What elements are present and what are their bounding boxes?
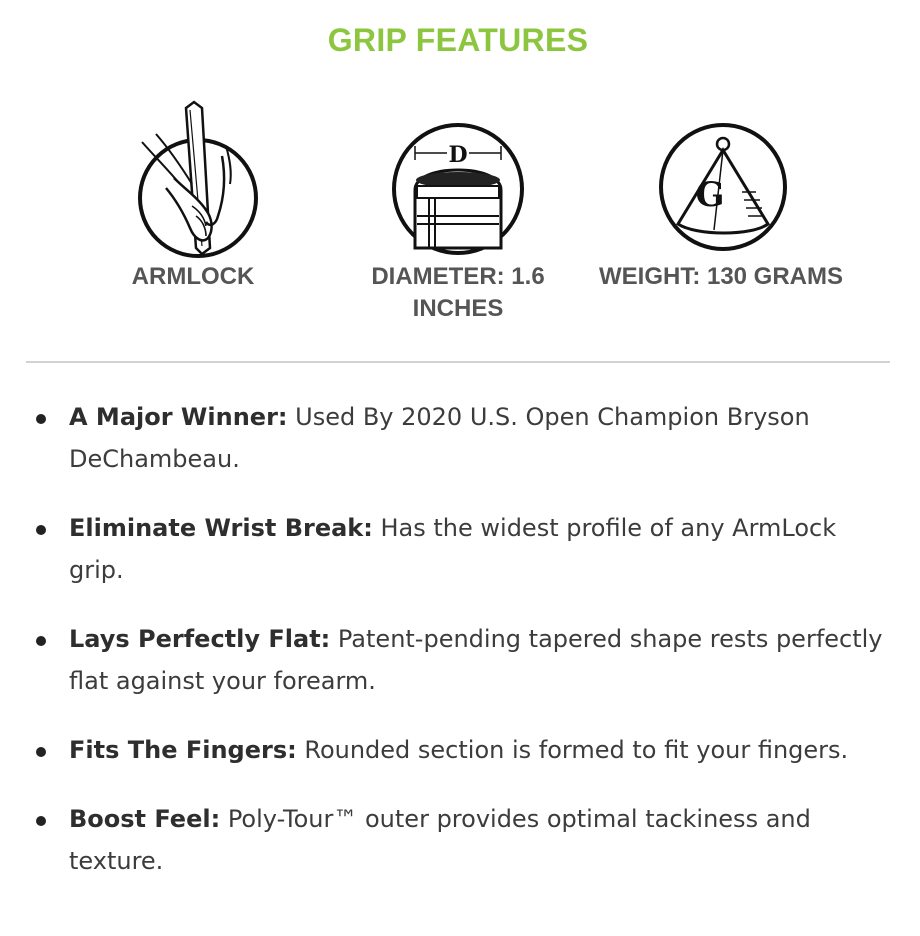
bullet-item <box>0 396 920 480</box>
bullet-dot <box>36 747 46 757</box>
feature-bullet-list <box>0 396 920 909</box>
bullet-item <box>0 507 920 591</box>
bullet-text: Patent-pending tapered shape rests perfectly flat against your forearm. <box>69 625 883 695</box>
weight-icon <box>656 120 790 254</box>
grip-features-title: GRIP FEATURES <box>327 22 589 58</box>
feature-label-armlock: ARMLOCK <box>131 263 255 290</box>
bullet-item <box>0 618 920 702</box>
bullet-lead: Boost Feel: <box>69 805 221 833</box>
bullet-lead: Fits The Fingers: <box>69 736 297 764</box>
bullet-lead: A Major Winner: <box>69 403 288 431</box>
armlock-icon <box>126 98 266 263</box>
bullet-text: Has the widest profile of any ArmLock grip. <box>69 514 837 584</box>
bullet-dot <box>36 816 46 826</box>
feature-label-diameter: DIAMETER: 1.6 INCHES <box>371 263 545 322</box>
feature-label-weight: WEIGHT: 130 GRAMS <box>598 263 844 290</box>
weight-icon-letter: G <box>695 175 725 215</box>
bullet-dot <box>36 636 46 646</box>
bullet-dot <box>36 414 46 424</box>
section-divider <box>26 361 890 363</box>
diameter-icon <box>389 120 527 258</box>
bullet-item <box>0 798 920 882</box>
bullet-lead: Eliminate Wrist Break: <box>69 514 373 542</box>
bullet-item <box>0 729 920 771</box>
diameter-icon-letter: D <box>448 142 468 168</box>
bullet-dot <box>36 525 46 535</box>
bullet-text: Poly-Tour™ outer provides optimal tackiness and texture. <box>69 805 811 875</box>
bullet-text: Used By 2020 U.S. Open Champion Bryson DeChambeau. <box>69 403 810 473</box>
bullet-text: Rounded section is formed to fit your fingers. <box>296 736 849 764</box>
bullet-lead: Lays Perfectly Flat: <box>69 625 331 653</box>
